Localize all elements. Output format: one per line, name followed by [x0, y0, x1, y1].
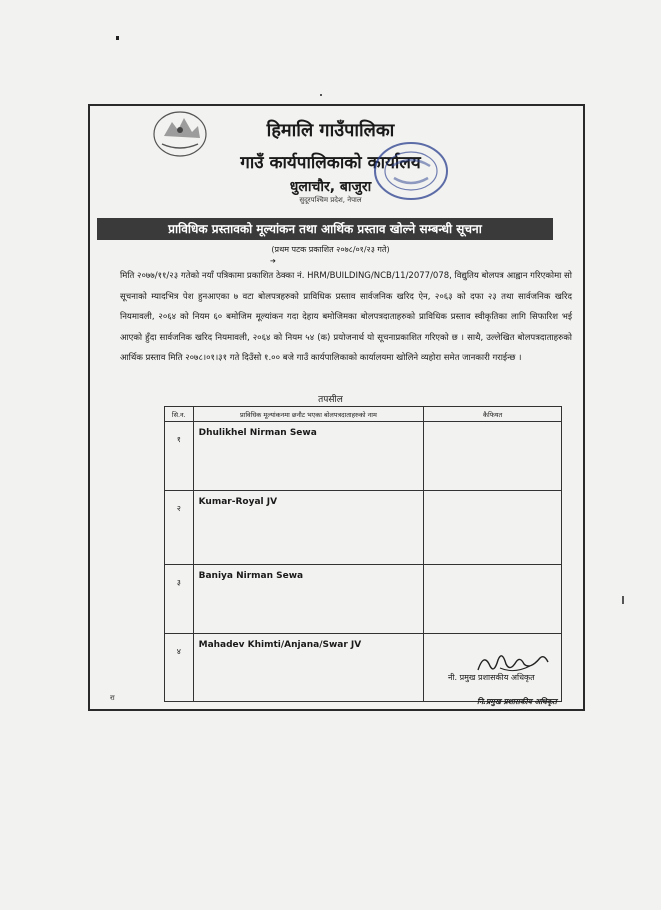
- header-name: प्राविधिक मूल्यांकनमा छनौट भएका बोलपत्रदाताहरुको नाम: [193, 407, 424, 422]
- row-remark: [424, 565, 562, 634]
- notice-title-banner: प्राविधिक प्रस्तावको मूल्यांकन तथा आर्थिक प्रस्ताव खोल्ने सम्बन्धी सूचना: [97, 218, 553, 240]
- row-sn: १: [165, 422, 194, 491]
- row-bidder-name: Kumar-Royal JV: [193, 491, 424, 565]
- header-remark: कैफियत: [424, 407, 562, 422]
- row-bidder-name: Mahadev Khimti/Anjana/Swar JV: [193, 634, 424, 702]
- header-sn: सि.न.: [165, 407, 194, 422]
- table-caption: तपसील: [318, 395, 343, 405]
- row-sn: ३: [165, 565, 194, 634]
- notice-body: मिति २०७७/११/२३ गतेको नयाँ पत्रिकामा प्रकाशित ठेक्का नं. HRM/BUILDING/NCB/11/2077/078, विद्युतिय बोलपत्र आह्वान गरिएकोमा सो सूचनाको म्यादभित्र पेश हुनआएका ७ वटा बोलपत्रहरुको प्राविधिक प्रस्ताव सार्वजनिक खरिद ऐन, २०६३ को दफा २३ तथा सार्वजनिक खरिद नियमावली, २०६४ को नियम ६० बमोजिम मूल्यांकन गदा देहाय बमोजिमका बोलपत्रदाताहरुको प्राविधिक प्रस्ताव स्वीकृतिका लागि सिफारिश भई आएको हुँदा सार्वजनिक खरिद नियमावली, २०६४ को नियम ५४ (क) प्रयोजनार्थ यो सूचनाप्रकाशित गरिएको छ । साथै, उल्लेखित बोलपत्रदाताहरुको आर्थिक प्रस्ताव मिति २०७८।०१।३१ गते दिउँसो १.०० बजे गाउँ कार्यपालिकाको कार्यालयमा खोलिने व्यहोरा समेत जानकारी गराईन्छ ।: [120, 271, 572, 363]
- table-row: [165, 422, 562, 491]
- corner-mark: रा: [110, 694, 115, 702]
- table-row: [165, 565, 562, 634]
- signatory-title: नी. प्रमुख प्रशासकीय अधिकृत: [448, 673, 535, 682]
- office-title: गाउँ कार्यपालिकाको कार्यालय: [240, 153, 421, 173]
- row-sn: ४: [165, 634, 194, 702]
- scan-speck: [622, 596, 624, 604]
- row-bidder-name: Dhulikhel Nirman Sewa: [193, 422, 424, 491]
- office-province: सुदूरपश्चिम प्रदेश, नेपाल: [299, 196, 362, 204]
- publication-date: (प्रथम पटक प्रकाशित २०७८/०१/२३ गते): [271, 245, 390, 254]
- scan-speck: [116, 36, 119, 40]
- office-name: हिमालि गाउँपालिका: [266, 120, 395, 141]
- office-address: धुलाचौर, बाजुरा: [289, 179, 372, 195]
- row-bidder-name: Baniya Nirman Sewa: [193, 565, 424, 634]
- arrow-marker-icon: ➔: [270, 257, 276, 265]
- row-sn: २: [165, 491, 194, 565]
- scan-speck: [320, 94, 322, 96]
- signatory-stamp: नि.प्रमुख प्रशासकीय अधिकृत: [477, 697, 557, 706]
- office-stamp-icon: [372, 140, 450, 202]
- row-remark: [424, 491, 562, 565]
- row-remark: [424, 422, 562, 491]
- table-row: [165, 491, 562, 565]
- table-header-row: [165, 407, 562, 422]
